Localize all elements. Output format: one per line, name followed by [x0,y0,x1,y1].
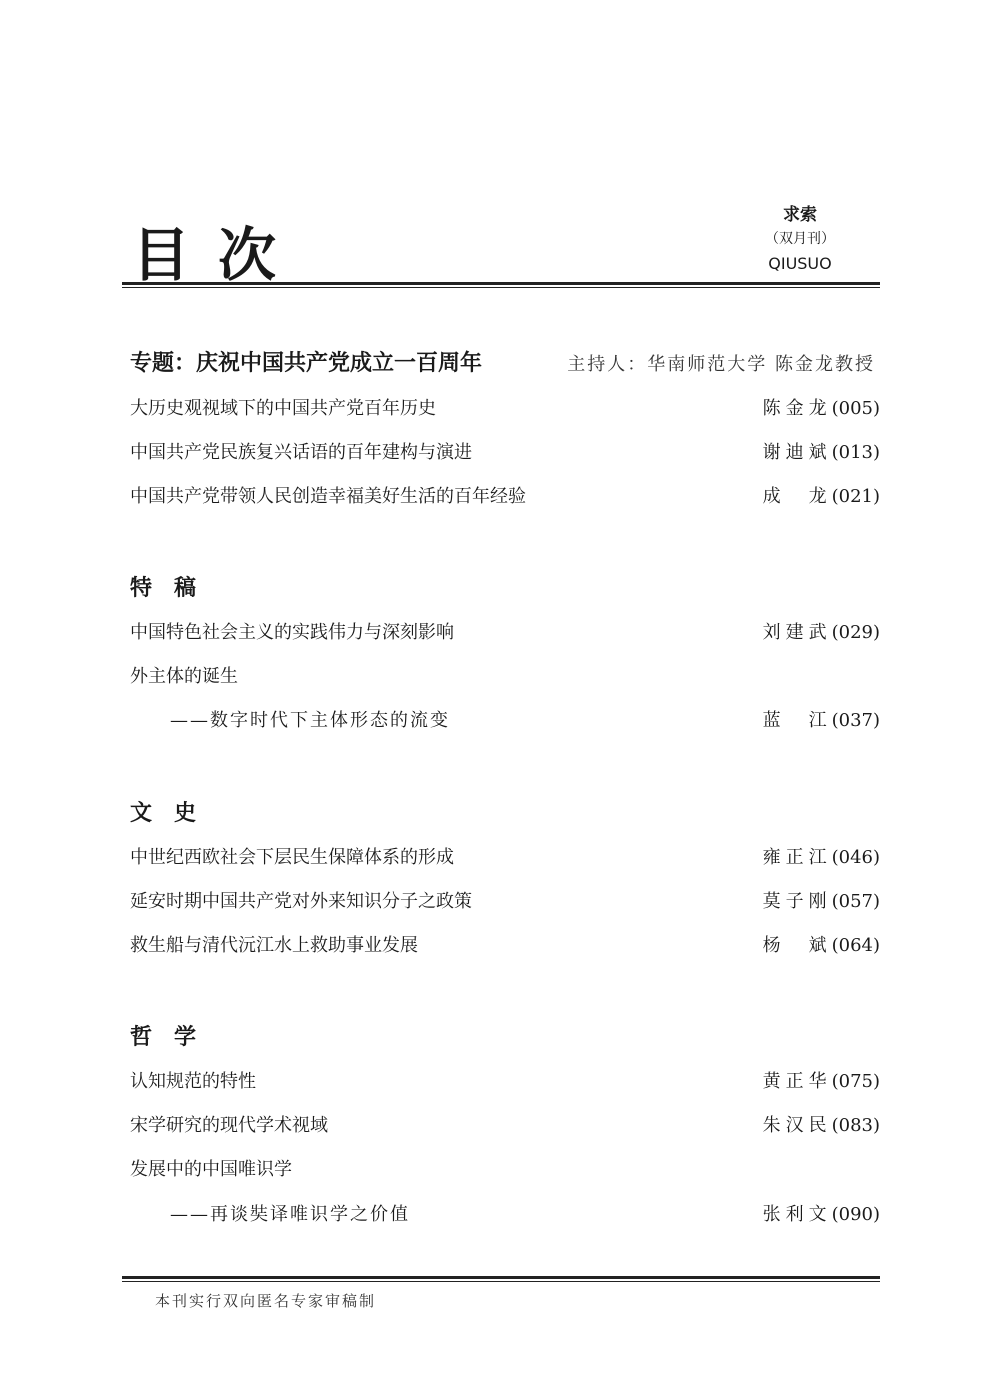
entry-title: 宋学研究的现代学术视域 [130,1115,328,1136]
entry-author: 黄正华 [762,1071,832,1092]
entry-page: (057) [831,891,880,912]
entry-author: 陈金龙 [762,398,832,419]
entry-page: (083) [831,1115,880,1136]
journal-masthead [730,203,870,277]
entry-title: 救生船与清代沅江水上救助事业发展 [130,935,418,956]
header-rule [122,282,880,288]
entry-page: (005) [831,398,880,419]
toc-entry-subtitle-line[interactable] [130,1200,880,1230]
entry-author: 蓝 江 [762,710,832,731]
toc-entry[interactable] [130,394,880,424]
entry-page: (064) [831,935,880,956]
section-heading-philosophy: 哲 学 [130,1025,197,1050]
entry-title: 发展中的中国唯识学 [130,1159,292,1180]
toc-entry[interactable] [130,887,880,917]
entry-page: (075) [831,1071,880,1092]
entry-page: (037) [831,710,880,731]
journal-name: 求索 [783,205,817,225]
section-heading-literature-history: 文 史 [130,801,197,826]
entry-author: 莫子刚 [762,891,832,912]
toc-entry[interactable] [130,482,880,512]
entry-page: (013) [831,442,880,463]
entry-title: 中国共产党带领人民创造幸福美好生活的百年经验 [130,486,526,507]
entry-title: 认知规范的特性 [130,1071,256,1092]
entry-title: 大历史观视域下的中国共产党百年历史 [130,398,436,419]
entry-author: 成 龙 [762,486,832,507]
toc-entry[interactable] [130,931,880,961]
entry-author: 刘建武 [762,622,832,643]
entry-title: 中国特色社会主义的实践伟力与深刻影响 [130,622,454,643]
section-heading-special-topic: 专题：庆祝中国共产党成立一百周年 [130,351,483,376]
journal-frequency: （双月刊） [765,231,835,247]
entry-subtitle: ——数字时代下主体形态的流变 [170,710,450,731]
entry-author: 雍正江 [762,847,832,868]
toc-entry-subtitle-line[interactable] [130,706,880,736]
entry-title: 延安时期中国共产党对外来知识分子之政策 [130,891,472,912]
entry-page: (021) [831,486,880,507]
toc-entry[interactable] [130,618,880,648]
journal-latin-name: QIUSUO [768,254,832,273]
toc-entry[interactable] [130,1111,880,1141]
entry-page: (046) [831,847,880,868]
entry-author: 谢迪斌 [762,442,832,463]
section-host: 主持人：华南师范大学 陈金龙教授 [567,354,875,375]
entry-page: (090) [831,1204,880,1225]
toc-entry[interactable] [130,662,880,692]
entry-subtitle: ——再谈奘译唯识学之价值 [170,1204,410,1225]
entry-title: 外主体的诞生 [130,666,238,687]
entry-author: 杨 斌 [762,935,832,956]
toc-entry[interactable] [130,843,880,873]
footer-rule [122,1276,880,1282]
section-heading-feature: 特 稿 [130,576,197,601]
toc-entry[interactable] [130,1067,880,1097]
page-title-char-2: 次 [218,221,277,289]
entry-author: 张利文 [762,1204,832,1225]
entry-title: 中国共产党民族复兴话语的百年建构与演进 [130,442,472,463]
toc-entry[interactable] [130,1155,880,1185]
entry-page: (029) [831,622,880,643]
footer-note: 本刊实行双向匿名专家审稿制 [155,1292,377,1310]
entry-title: 中世纪西欧社会下层民生保障体系的形成 [130,847,454,868]
page-title [132,208,276,292]
entry-author: 朱汉民 [762,1115,832,1136]
toc-entry[interactable] [130,438,880,468]
page-title-char-1: 目 [132,221,191,289]
